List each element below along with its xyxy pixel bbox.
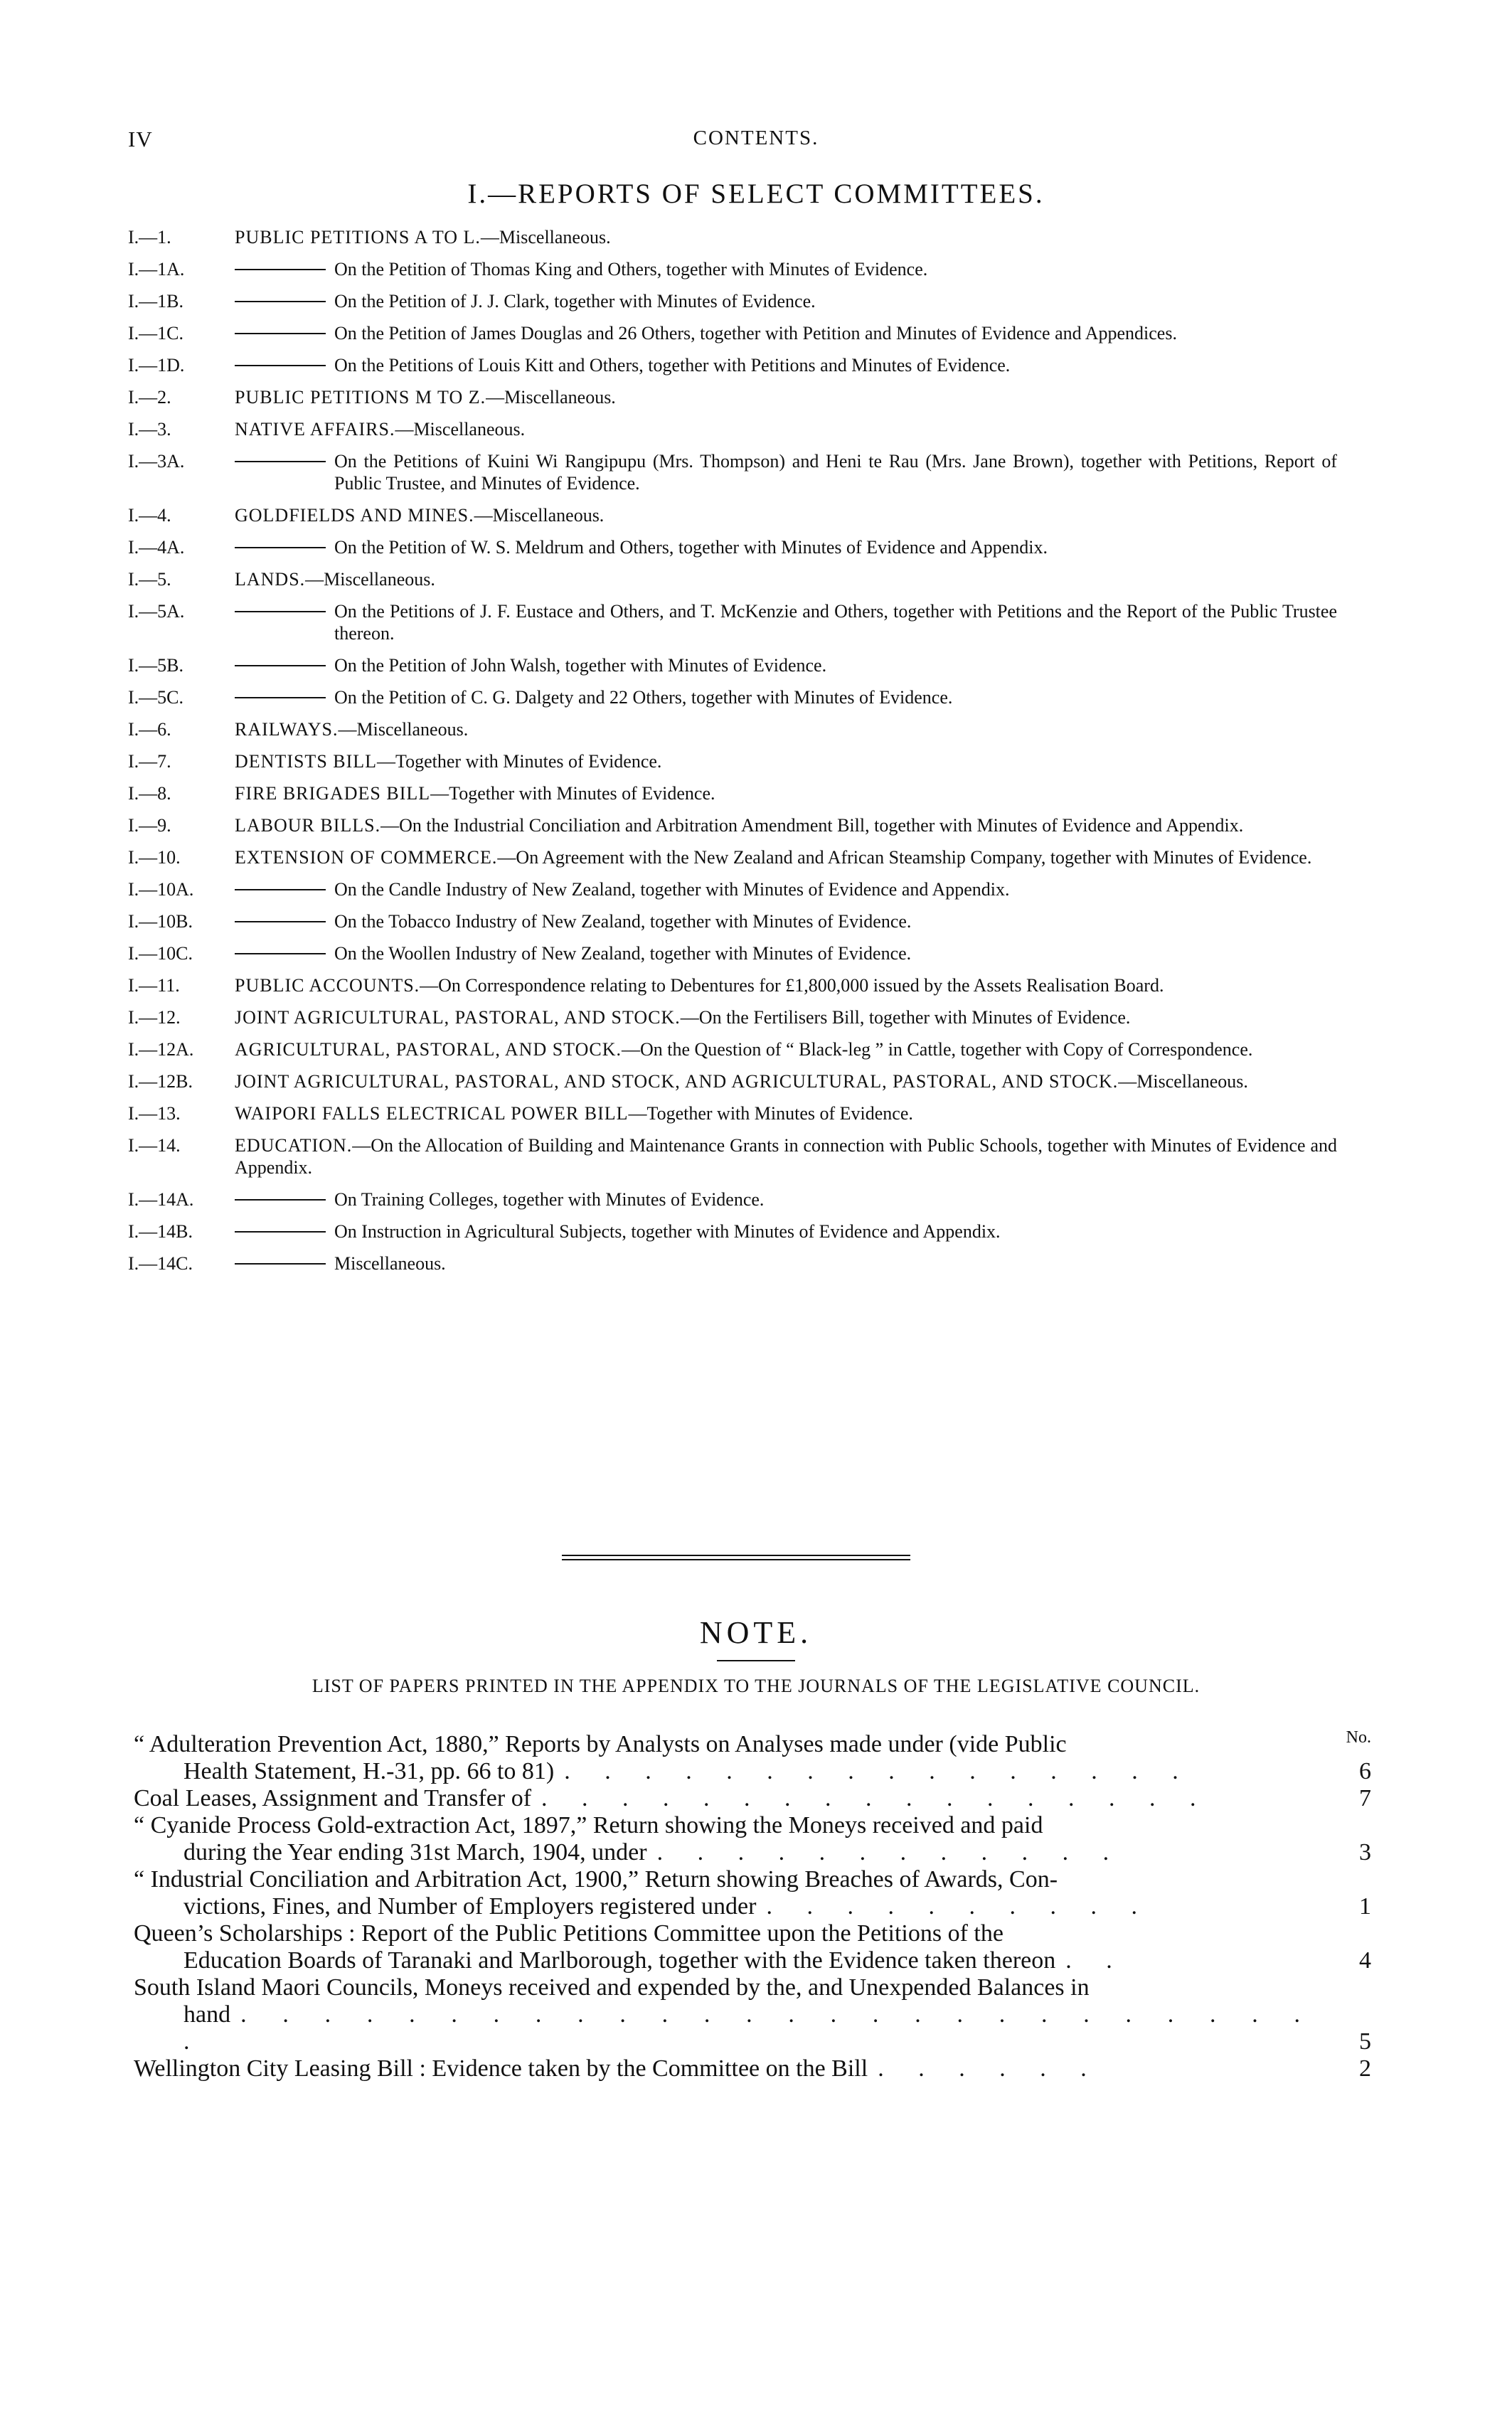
entry-continuation (134, 1839, 1314, 1866)
contents-entry (128, 1188, 1337, 1210)
entry-text: On the Petitions of Kuini Wi Rangipupu (Mrs. Thompson) and Heni te Rau (Mrs. Jane Brown), together with Petitions, Report of Public Trustee, and Minutes of Evidence. (334, 451, 1337, 494)
entry-text: —Together with Minutes of Evidence. (377, 751, 662, 772)
contents-entry (128, 354, 1337, 376)
appendix-number: 3 (1359, 1839, 1371, 1866)
contents-entry (128, 1220, 1337, 1242)
entry-text: On the Petition of J. J. Clark, together with Minutes of Evidence. (334, 291, 816, 312)
committee-title: AGRICULTURAL, PASTORAL, AND STOCK. (235, 1039, 622, 1060)
ditto-dash (235, 921, 326, 922)
entry-title: Wellington City Leasing Bill : Evidence taken by the Committee on the Bill (134, 2055, 868, 2082)
committee-title: LABOUR BILLS. (235, 815, 381, 836)
paper-code: I.—14C. (128, 1253, 193, 1274)
committee-title: FIRE BRIGADES BILL (235, 783, 431, 804)
entry-text: On the Woollen Industry of New Zealand, together with Minutes of Evidence. (334, 943, 912, 964)
contents-entry (128, 814, 1337, 836)
paper-code: I.—5A. (128, 601, 185, 622)
entry-continuation-text: victions, Fines, and Number of Employers registered under (183, 1893, 757, 1920)
entry-text: —On Correspondence relating to Debentures for £1,800,000 issued by the Assets Realisation Board. (420, 975, 1164, 996)
entry-title: “ Industrial Conciliation and Arbitration Act, 1900,” Return showing Breaches of Awards, Con- (134, 1866, 1058, 1893)
entry-text: —On the Allocation of Building and Maintenance Grants in connection with Public Schools, together with Minutes of Evidence and Appendix. (235, 1135, 1337, 1178)
entry-continuation-text: during the Year ending 31st March, 1904, under (183, 1839, 647, 1866)
paper-code: I.—4. (128, 505, 171, 526)
entry-description (334, 1252, 1337, 1274)
contents-entry (128, 418, 1337, 440)
committee-title: EXTENSION OF COMMERCE. (235, 847, 498, 868)
note-rule (717, 1660, 795, 1661)
ditto-dash (235, 1199, 326, 1201)
entry-description (334, 600, 1337, 644)
ditto-dash (235, 365, 326, 366)
entry-description (235, 814, 1337, 836)
committee-title: PUBLIC PETITIONS M TO Z. (235, 387, 486, 408)
contents-entry (128, 686, 1337, 708)
entry-description (235, 1006, 1337, 1028)
entry-description (235, 226, 1337, 248)
entry-description (235, 974, 1337, 996)
divider-bottom (562, 1559, 910, 1560)
ditto-dash (235, 269, 326, 270)
entry-text: —On the Fertilisers Bill, together with Minutes of Evidence. (680, 1007, 1131, 1028)
paper-code: I.—3A. (128, 451, 185, 472)
paper-code: I.—10. (128, 847, 181, 868)
appendix-entry (134, 1920, 1371, 1974)
appendix-number: 2 (1359, 2055, 1371, 2082)
appendix-list (134, 1728, 1371, 2082)
paper-code: I.—5C. (128, 687, 183, 708)
entry-title: South Island Maori Councils, Moneys received and expended by the, and Unexpended Balances in (134, 1974, 1090, 2001)
entry-text: Miscellaneous. (334, 1253, 446, 1274)
number-column-label: No. (1346, 1728, 1371, 1747)
entry-text: —Miscellaneous. (395, 419, 526, 440)
entry-continuation-text: Health Statement, H.-31, pp. 66 to 81) (183, 1758, 555, 1784)
entry-text: —Miscellaneous. (474, 505, 605, 526)
contents-entry (128, 910, 1337, 932)
entry-text: On Training Colleges, together with Minutes of Evidence. (334, 1189, 765, 1210)
committee-title: WAIPORI FALLS ELECTRICAL POWER BILL (235, 1103, 629, 1124)
paper-code: I.—14A. (128, 1189, 194, 1210)
entry-text: —Miscellaneous. (1118, 1071, 1248, 1092)
appendix-number: 1 (1359, 1893, 1371, 1920)
entry-description (334, 354, 1337, 376)
appendix-entry (134, 1731, 1371, 1785)
entry-text: On the Petition of James Douglas and 26 Others, together with Petition and Minutes of Evidence and Appendices. (334, 323, 1177, 344)
paper-code: I.—1A. (128, 259, 185, 280)
committee-title: EDUCATION. (235, 1135, 353, 1156)
contents-entry (128, 386, 1337, 408)
entry-description (235, 750, 1337, 772)
contents-entry (128, 1006, 1337, 1028)
ditto-dash (235, 461, 326, 462)
ditto-dash (235, 697, 326, 698)
contents-entry (128, 1038, 1337, 1060)
dot-leader: . . (1065, 1947, 1127, 1974)
paper-code: I.—12. (128, 1007, 181, 1028)
contents-list (128, 226, 1337, 1284)
contents-entry (128, 654, 1337, 676)
paper-code: I.—11. (128, 975, 180, 996)
paper-code: I.—12A. (128, 1039, 194, 1060)
entry-continuation (134, 1893, 1314, 1920)
appendix-entry (134, 1866, 1371, 1920)
contents-entry (128, 322, 1337, 344)
entry-continuation-text: Education Boards of Taranaki and Marlborough, together with the Evidence taken thereon (183, 1947, 1056, 1974)
entry-text: —On the Industrial Conciliation and Arbitration Amendment Bill, together with Minutes of Evidence and Appendix. (380, 815, 1244, 836)
paper-code: I.—14B. (128, 1221, 193, 1242)
entry-text: —Miscellaneous. (305, 569, 435, 590)
ditto-dash (235, 665, 326, 666)
contents-entry (128, 750, 1337, 772)
entry-title: Coal Leases, Assignment and Transfer of (134, 1785, 532, 1811)
dot-leader: . . . . . . (878, 2055, 1101, 2082)
paper-code: I.—14. (128, 1135, 181, 1156)
paper-code: I.—1C. (128, 323, 183, 344)
ditto-dash (235, 889, 326, 890)
committee-title: PUBLIC PETITIONS A TO L. (235, 227, 481, 248)
entry-text: On the Petition of W. S. Meldrum and Others, together with Minutes of Evidence and Appendix. (334, 537, 1048, 558)
entry-description (334, 536, 1337, 558)
entry-description (334, 258, 1337, 280)
paper-code: I.—13. (128, 1103, 181, 1124)
paper-code: I.—10A. (128, 879, 194, 900)
contents-entry (128, 1134, 1337, 1178)
entry-text: —On Agreement with the New Zealand and African Steamship Company, together with Minutes of Evidence. (497, 847, 1312, 868)
entry-title: Queen’s Scholarships : Report of the Public Petitions Committee upon the Petitions of the (134, 1920, 1003, 1947)
dot-leader: . . . . . . . . . . . . . . . . (564, 1758, 1193, 1784)
entry-description (334, 910, 1337, 932)
entry-description (334, 654, 1337, 676)
paper-code: I.—1. (128, 227, 171, 248)
entry-text: On the Petition of Thomas King and Others, together with Minutes of Evidence. (334, 259, 928, 280)
entry-text: —Together with Minutes of Evidence. (628, 1103, 913, 1124)
entry-text: —On the Question of “ Black-leg ” in Cattle, together with Copy of Correspondence. (621, 1039, 1253, 1060)
appendix-number: 5 (1359, 2028, 1371, 2055)
contents-entry (128, 450, 1337, 494)
paper-code: I.—6. (128, 719, 171, 740)
paper-code: I.—10B. (128, 911, 193, 932)
paper-code: I.—1D. (128, 355, 185, 376)
entry-text: On the Tobacco Industry of New Zealand, together with Minutes of Evidence. (334, 911, 912, 932)
entry-description (235, 846, 1337, 868)
contents-entry (128, 536, 1337, 558)
entry-description (235, 568, 1337, 590)
dot-leader: . . . . . . . . . . . . . . . . . (541, 1785, 1210, 1811)
contents-entry (128, 1252, 1337, 1274)
contents-entry (128, 290, 1337, 312)
paper-code: I.—5. (128, 569, 171, 590)
appendix-number: 7 (1359, 1785, 1371, 1811)
entry-description (235, 782, 1337, 804)
committee-title: DENTISTS BILL (235, 751, 378, 772)
contents-entry (128, 600, 1337, 644)
paper-code: I.—4A. (128, 537, 185, 558)
paper-code: I.—9. (128, 815, 171, 836)
entry-text: —Miscellaneous. (486, 387, 616, 408)
entry-description (334, 322, 1337, 344)
note-heading: NOTE. (699, 1615, 813, 1650)
entry-text: On the Petitions of Louis Kitt and Others, together with Petitions and Minutes of Evidence. (334, 355, 1011, 376)
appendix-number: 6 (1359, 1758, 1371, 1784)
entry-description (235, 1070, 1337, 1092)
divider-top (562, 1555, 910, 1556)
appendix-entry (134, 2055, 1371, 2082)
ditto-dash (235, 1263, 326, 1265)
section-title: I.—REPORTS OF SELECT COMMITTEES. (467, 179, 1045, 209)
entry-text: On the Candle Industry of New Zealand, together with Minutes of Evidence and Appendix. (334, 879, 1010, 900)
contents-entry (128, 568, 1337, 590)
contents-entry (128, 878, 1337, 900)
committee-title: JOINT AGRICULTURAL, PASTORAL, AND STOCK. (235, 1007, 681, 1028)
committee-title: LANDS. (235, 569, 306, 590)
appendix-entry (134, 1812, 1371, 1866)
ditto-dash (235, 611, 326, 612)
paper-code: I.—7. (128, 751, 171, 772)
ditto-dash (235, 301, 326, 302)
paper-code: I.—10C. (128, 943, 193, 964)
appendix-number: 4 (1359, 1947, 1371, 1974)
entry-text: On the Petition of John Walsh, together with Minutes of Evidence. (334, 655, 827, 676)
entry-description (235, 718, 1337, 740)
contents-entry (128, 974, 1337, 996)
entry-continuation (134, 2001, 1314, 2055)
contents-entry (128, 718, 1337, 740)
appendix-entry (134, 1974, 1371, 2055)
entry-description (235, 386, 1337, 408)
entry-description (235, 1102, 1337, 1124)
dot-leader: . . . . . . . . . . (766, 1893, 1151, 1920)
page-number: IV (128, 127, 153, 151)
contents-entry (128, 846, 1337, 868)
entry-continuation (134, 1758, 1314, 1785)
entry-description (334, 942, 1337, 964)
paper-code: I.—8. (128, 783, 171, 804)
contents-entry (128, 1102, 1337, 1124)
entry-description (235, 1134, 1337, 1178)
dot-leader: . . . . . . . . . . . . (656, 1839, 1124, 1866)
entry-text: On the Petition of C. G. Dalgety and 22 Others, together with Minutes of Evidence. (334, 687, 953, 708)
entry-description (235, 504, 1337, 526)
entry-description (334, 686, 1337, 708)
entry-text: —Miscellaneous. (338, 719, 469, 740)
contents-entry (128, 942, 1337, 964)
entry-text: —Miscellaneous. (480, 227, 611, 248)
entry-description (334, 1220, 1337, 1242)
committee-title: RAILWAYS. (235, 719, 339, 740)
contents-entry (128, 504, 1337, 526)
entry-continuation (134, 1947, 1314, 1974)
committee-title: JOINT AGRICULTURAL, PASTORAL, AND STOCK, AND AGRICULTURAL, PASTORAL, AND STOCK. (235, 1071, 1119, 1092)
paper-code: I.—5B. (128, 655, 183, 676)
entry-continuation-text: hand (183, 2001, 231, 2028)
entry-title: “ Adulteration Prevention Act, 1880,” Reports by Analysts on Analyses made under (vide Public (134, 1731, 1067, 1757)
dot-leader: . . . . . . . . . . . . . . . . . . . . . . . . . . . (183, 2001, 1314, 2055)
ditto-dash (235, 333, 326, 334)
paper-code: I.—1B. (128, 291, 183, 312)
contents-entry (128, 782, 1337, 804)
entry-text: On Instruction in Agricultural Subjects, together with Minutes of Evidence and Appendix. (334, 1221, 1001, 1242)
entry-text: —Together with Minutes of Evidence. (430, 783, 715, 804)
entry-description (334, 878, 1337, 900)
entry-text: On the Petitions of J. F. Eustace and Others, and T. McKenzie and Others, together with Petitions and the Report of the Public Trustee thereon. (334, 601, 1337, 644)
running-title: CONTENTS. (693, 127, 819, 149)
paper-code: I.—12B. (128, 1071, 193, 1092)
committee-title: NATIVE AFFAIRS. (235, 419, 395, 440)
ditto-dash (235, 953, 326, 954)
ditto-dash (235, 1231, 326, 1233)
ditto-dash (235, 547, 326, 548)
entry-description (334, 290, 1337, 312)
paper-code: I.—2. (128, 387, 171, 408)
entry-description (334, 450, 1337, 494)
entry-description (334, 1188, 1337, 1210)
entry-description (235, 418, 1337, 440)
entry-title: “ Cyanide Process Gold-extraction Act, 1897,” Return showing the Moneys received and paid (134, 1812, 1043, 1838)
entry-description (235, 1038, 1337, 1060)
contents-entry (128, 258, 1337, 280)
contents-entry (128, 1070, 1337, 1092)
committee-title: GOLDFIELDS AND MINES. (235, 505, 474, 526)
appendix-entry (134, 1785, 1371, 1812)
committee-title: PUBLIC ACCOUNTS. (235, 975, 420, 996)
paper-code: I.—3. (128, 419, 171, 440)
contents-entry (128, 226, 1337, 248)
appendix-list-heading: LIST OF PAPERS PRINTED IN THE APPENDIX TO THE JOURNALS OF THE LEGISLATIVE COUNCIL. (312, 1676, 1200, 1696)
